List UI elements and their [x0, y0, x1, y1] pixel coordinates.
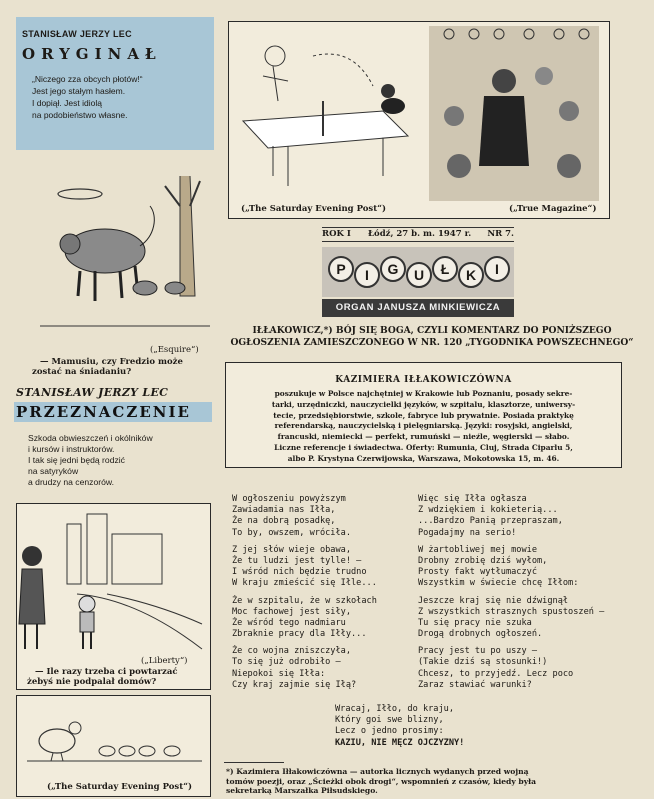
stanza: Więc się Iłła ogłasza Z wdziękiem i kokieterią... ...Bardzo Panią przepraszam, Pogadajmy na serio!: [418, 494, 563, 538]
top-cartoons-frame: [228, 21, 610, 219]
logo-letter: G: [380, 256, 406, 282]
issue-number: NR 7.: [487, 229, 514, 239]
footnote: *) Kazimiera Iłłakowiczówna — autorka licznych wydanych przed wojną tomów poezji, oraz „Ścieżki obok drogi“, wspomnień z czasów, kiedy była sekretarką Marszałka Piłsudskiego.: [226, 767, 536, 796]
esquire-source: („Esquire“): [150, 345, 199, 355]
stanza: Pracy jest tu po uszy — (Takie dziś są stosunki!) Chcesz, to przyjedź. Lecz poco Zaraz stawiać warunki?: [418, 646, 574, 690]
poem-final-stanza: Wracaj, Iłło, do kraju, Który goi swe blizny, Lecz o jedno prosimy: KAZIU, NIE MĘCZ OJCZYZNY!: [335, 704, 465, 748]
logo-letter: K: [458, 262, 484, 288]
stanza: Że w szpitalu, że w szkołach Moc fachowej jest siły, Że wśród tego nadmiaru Zbraknie pracy dla Iłły...: [232, 595, 377, 640]
saturday-bottom-source: („The Saturday Evening Post“): [47, 782, 193, 792]
ad-body: poszukuje w Polsce najchętniej w Krakowie lub Poznaniu, posady sekre- tarki, urzędniczki, nauczycielki języków, w szpitalu, klasztorze, uniwersy- tecie, przedsiębiorstwie, szkole, fabryce lub prywatnie. Posiada praktykę referendarską, nauczycielską i pielęgniarską. Języki: rosyjski, angielski, francuski, niemiecki — perfekt, rumuński — nieźle, węgierski — słabo. Liczne referencje i świadectwa. Oferty: Rumunia, Cluj, Strada Ciparlu 5, albo P. Krystyna Czerwijowska, Warszawa, Mokotowska 15, m. 46.: [271, 389, 576, 463]
stanza: Jeszcze kraj się nie dźwignął Z wszystkich strasznych spustoszeń — Tu się pracy nie szuka Drogą drobnych ogłoszeń.: [418, 595, 605, 640]
poem-title: ORYGINAŁ: [22, 45, 162, 63]
footnote-rule: [224, 762, 284, 763]
masthead-subtitle: ORGAN JANUSZA MINKIEWICZA: [322, 299, 514, 317]
oryginal-box: [16, 17, 214, 150]
logo-letter: Ł: [432, 256, 458, 282]
cartoon-saturday-bottom-frame: [16, 695, 211, 797]
liberty-caption: — Ile razy trzeba ci powtarzać żebyś nie podpalał domów?: [27, 667, 178, 687]
masthead-top-rule: [322, 227, 514, 228]
logo-letter: I: [354, 262, 380, 288]
cartoon-esquire-illustration: [40, 176, 210, 331]
poem-body: „Niczego zza obcych płotów!“ Jest jego stałym hasłem. I dopiął. Jest idiolą na podobieństwo własne.: [32, 74, 143, 120]
cartoon-liberty-frame: [16, 503, 211, 690]
headline: IŁŁAKOWICZ,*) BÓJ SIĘ BOGA, CZYLI KOMENTARZ DO PONIŻSZEGO OGŁOSZENIA ZAMIESZCZONEGO W NR. 120 „TYGODNIKA POWSZECHNEGO“: [230, 325, 634, 348]
issue-line: [322, 229, 514, 239]
przeznaczenie-title: PRZEZNACZENIE: [16, 403, 191, 421]
przeznaczenie-author: STANISŁAW JERZY LEC: [16, 386, 169, 399]
top-right-source: („True Magazine“): [509, 204, 597, 214]
stanza: Że co wojna zniszczyła, To się już odrobiło — Niepokoi się Iłła: Czy kraj zajmie się Iłą?: [232, 646, 357, 690]
logo-letter: P: [328, 256, 354, 282]
przeznaczenie-body: Szkoda obwieszczeń i okólników i kursów i instruktorów. I tak się jedni będą rodzić na satyryków a drudzy na cenzorów.: [28, 433, 153, 487]
masthead-bottom-rule: [322, 241, 514, 242]
liberty-illustration: [17, 504, 209, 654]
issue-year: ROK I: [322, 229, 351, 239]
logo-letter: U: [406, 262, 432, 288]
author-name: STANISŁAW JERZY LEC: [22, 29, 132, 39]
crowded-tram-illustration: [429, 26, 599, 201]
ping-pong-illustration: [233, 26, 423, 201]
stanza: Z jej słów wieje obawa, Że tu ludzi jest tylle! — I wśród nich będzie trudno W kraju zmieścić się Iłle...: [232, 544, 377, 589]
stanza: W ogłoszeniu powyższym Zawiadamia nas Iłła, Że na dobrą posadkę, To by, owszem, wróciła.: [232, 494, 351, 538]
masthead-logo: [322, 247, 514, 297]
issue-place-date: Łódź, 27 b. m. 1947 r.: [368, 229, 472, 239]
logo-letter: I: [484, 256, 510, 282]
advertisement-box: [225, 362, 622, 468]
stanza: W żartobliwej mej mowie Drobny zrobię dziś wyłom, Prosty fakt wytłumaczyć Wszystkim w świecie chcę Iłłom:: [418, 544, 579, 589]
top-left-source: („The Saturday Evening Post“): [241, 204, 387, 214]
ad-name: KAZIMIERA IŁŁAKOWICZÓWNA: [335, 375, 512, 385]
esquire-caption: — Mamusiu, czy Fredzio może zostać na śniadaniu?: [32, 357, 183, 377]
liberty-source: („Liberty“): [141, 656, 188, 666]
hen-chicks-illustration: [17, 696, 209, 781]
poem-left-column: [232, 494, 377, 697]
poem-right-column: [418, 494, 604, 697]
